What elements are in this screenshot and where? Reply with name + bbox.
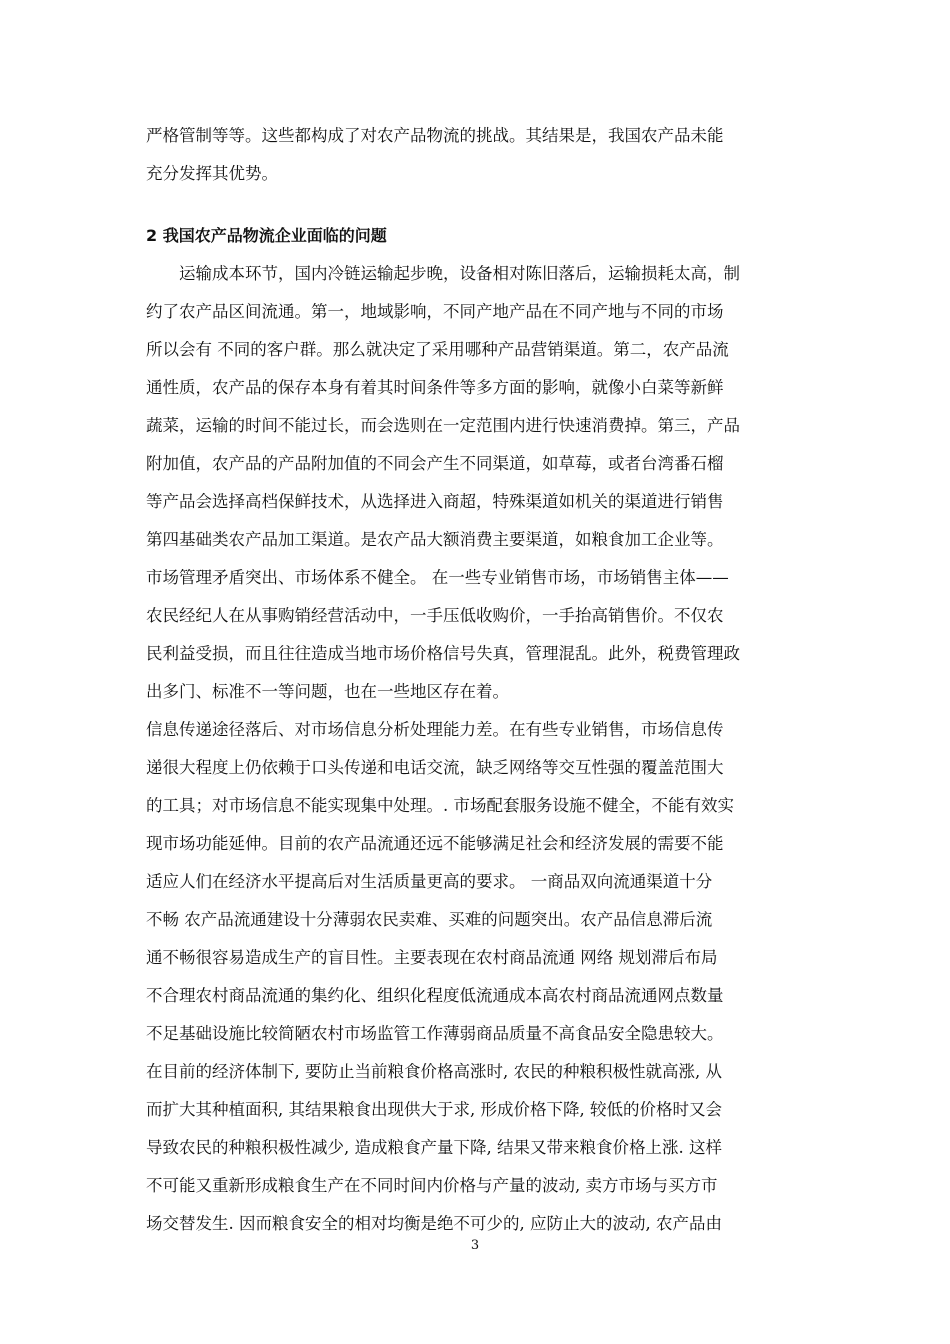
body-line: 不足基础设施比较简陋农村市场监管工作薄弱商品质量不高食品安全隐患较大。: [146, 1024, 724, 1043]
body-line: 现市场功能延伸。目前的农产品流通还远不能够满足社会和经济发展的需要不能: [146, 834, 724, 853]
body-line: 运输成本环节，国内冷链运输起步晚，设备相对陈旧落后，运输损耗太高，制: [179, 264, 740, 283]
body-line: 不畅 农产品流通建设十分薄弱农民卖难、买难的问题突出。农产品信息滞后流: [146, 910, 713, 929]
body-line: 递很大程度上仍依赖于口头传递和电话交流，缺乏网络等交互性强的覆盖范围大: [146, 758, 724, 777]
body-line: 附加值，农产品的产品附加值的不同会产生不同渠道，如草莓，或者台湾番石榴: [146, 454, 724, 473]
body-line: 信息传递途径落后、对市场信息分析处理能力差。在有些专业销售，市场信息传: [146, 720, 724, 739]
body-line: 出多门、标准不一等问题，也在一些地区存在着。: [146, 682, 509, 701]
document-body: [146, 117, 806, 1243]
body-line: 而扩大其种植面积, 其结果粮食出现供大于求, 形成价格下降, 较低的价格时又会: [146, 1100, 722, 1119]
intro-line: 充分发挥其优势。: [146, 164, 278, 183]
body-line: 约了农产品区间流通。第一，地域影响，不同产地产品在不同产地与不同的市场: [146, 302, 724, 321]
body-line: 适应人们在经济水平提高后对生活质量更高的要求。 一商品双向流通渠道十分: [146, 872, 713, 891]
body-line: 通性质，农产品的保存本身有着其时间条件等多方面的影响，就像小白菜等新鲜: [146, 378, 724, 397]
body-line: 所以会有 不同的客户群。那么就决定了采用哪种产品营销渠道。第二，农产品流: [146, 340, 729, 359]
body-line: 等产品会选择高档保鲜技术，从选择进入商超，特殊渠道如机关的渠道进行销售: [146, 492, 724, 511]
body-line: 民利益受损，而且往往造成当地市场价格信号失真，管理混乱。此外，税费管理政: [146, 644, 740, 663]
body-line: 市场管理矛盾突出、市场体系不健全。 在一些专业销售市场，市场销售主体——: [146, 568, 729, 587]
body-line: 不可能又重新形成粮食生产在不同时间内价格与产量的波动, 卖方市场与买方市: [146, 1176, 718, 1195]
section-heading: 2 我国农产品物流企业面临的问题: [146, 226, 387, 245]
body-line: 场交替发生. 因而粮食安全的相对均衡是绝不可少的, 应防止大的波动, 农产品由: [146, 1214, 722, 1233]
body-line: 导致农民的种粮积极性减少, 造成粮食产量下降, 结果又带来粮食价格上涨. 这样: [146, 1138, 722, 1157]
intro-line: 严格管制等等。这些都构成了对农产品物流的挑战。其结果是，我国农产品未能: [146, 126, 724, 145]
body-line: 在目前的经济体制下, 要防止当前粮食价格高涨时, 农民的种粮积极性就高涨, 从: [146, 1062, 722, 1081]
page-number: 3: [470, 1238, 480, 1253]
body-line: 第四基础类农产品加工渠道。是农产品大额消费主要渠道，如粮食加工企业等。: [146, 530, 724, 549]
body-line: 通不畅很容易造成生产的盲目性。主要表现在农村商品流通 网络 规划滞后布局: [146, 948, 718, 967]
body-line: 蔬菜，运输的时间不能过长，而会选则在一定范围内进行快速消费掉。第三，产品: [146, 416, 740, 435]
body-line: 不合理农村商品流通的集约化、组织化程度低流通成本高农村商品流通网点数量: [146, 986, 724, 1005]
body-line: 农民经纪人在从事购销经营活动中，一手压低收购价，一手抬高销售价。不仅农: [146, 606, 724, 625]
body-line: 的工具；对市场信息不能实现集中处理。. 市场配套服务设施不健全，不能有效实: [146, 796, 734, 815]
